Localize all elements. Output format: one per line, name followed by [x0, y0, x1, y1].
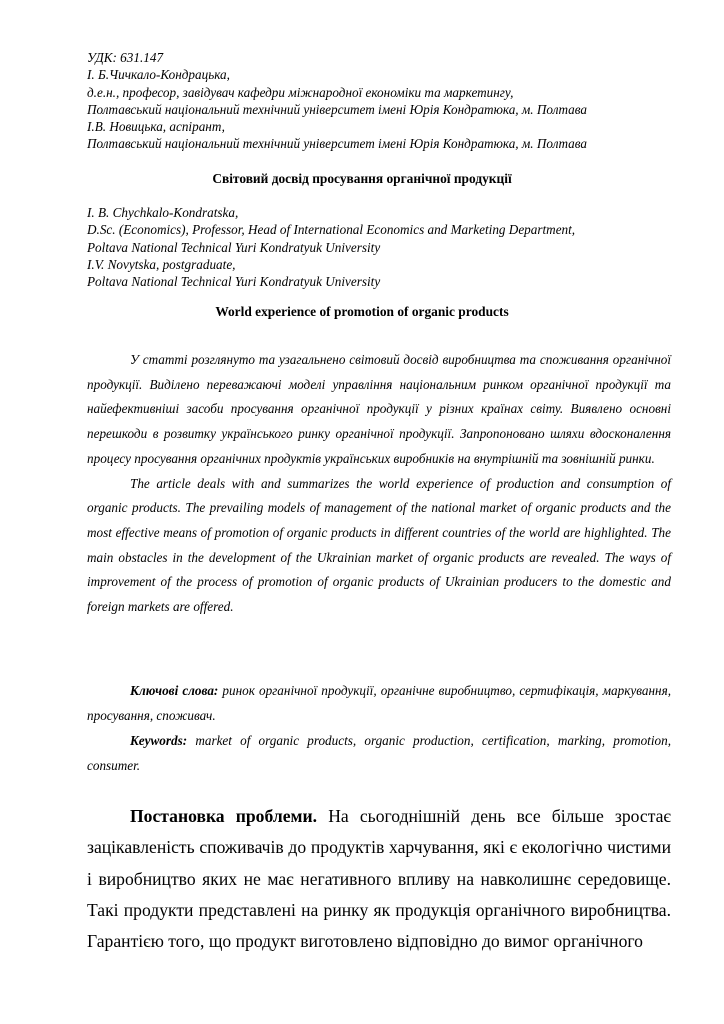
keywords-en	[87, 728, 671, 778]
keywords-en-label: Keywords:	[130, 733, 188, 748]
udc-code: УДК: 631.147	[87, 50, 164, 65]
abstract-ua: У статті розглянуто та узагальнено світовий досвід виробництва та споживання органічної продукції. Виділено переважаючі моделі управління національним ринком органічної продукції та найефективніші засоби просування органічної продукції у різних країнах світу. Виявлено основні перешкоди в розвитку українського ринку органічної продукції. Запропоновано шляхи вдосконалення процесу просування органічних продуктів українських виробників на внутрішній та зовнішній ринки.	[87, 352, 671, 466]
ua-author1-affiliation: Полтавський національний технічний університет імені Юрія Кондратюка, м. Полтава	[87, 101, 587, 117]
ua-author-block	[87, 49, 687, 153]
ua-author2-affiliation: Полтавський національний технічний університет імені Юрія Кондратюка, м. Полтава	[87, 136, 587, 152]
keywords-block	[87, 678, 671, 778]
en-author1-name: I. B. Chychkalo-Kondratska,	[87, 205, 239, 220]
en-title: World experience of promotion of organic products	[215, 304, 509, 319]
keywords-ua-text: ринок органічної продукції, органічне виробництво, сертифікація, маркування, просування, споживач.	[87, 683, 671, 723]
abstract-block	[87, 348, 671, 620]
problem-statement-heading: Постановка проблеми.	[130, 806, 318, 826]
en-author1-position: D.Sc. (Economics), Professor, Head of International Economics and Marketing Department,	[87, 222, 576, 238]
keywords-ua	[87, 678, 671, 728]
en-author2-affiliation: Poltava National Technical Yuri Kondratyuk University	[87, 274, 381, 290]
problem-statement-paragraph	[87, 801, 671, 957]
en-author1-affiliation: Poltava National Technical Yuri Kondratyuk University	[87, 239, 381, 255]
ua-title: Світовий досвід просування органічної продукції	[212, 171, 512, 186]
abstract-en: The article deals with and summarizes the world experience of production and consumption of organic products. The prevailing models of management of the national market of organic products and the most effective means of promotion of organic products in different countries of the world are highlighted. The main obstacles in the development of the Ukrainian market of organic products are revealed. The ways of improvement of the process of promotion of organic products of Ukrainian producers to the domestic and foreign markets are offered.	[87, 475, 671, 615]
ua-author2-name: І.В. Новицька, аспірант,	[87, 119, 225, 135]
ua-author1-name: І. Б.Чичкало-Кондрацька,	[87, 67, 230, 83]
en-author-block	[87, 204, 687, 290]
keywords-ua-label: Ключові слова:	[130, 683, 219, 698]
keywords-en-text: market of organic products, organic production, certification, marking, promotion, consumer.	[87, 733, 671, 773]
body-text	[87, 801, 671, 957]
ua-author1-position: д.е.н., професор, завідувач кафедри міжнародної економіки та маркетингу,	[87, 84, 514, 100]
problem-statement-text: На сьогоднішній день все більше зростає зацікавленість споживачів до продуктів харчування, які є екологічно чистими і виробництво яких не має негативного впливу на навколишнє середовище. Такі продукти представлені на ринку як продукція органічного виробництва. Гарантією того, що продукт виготовлено відповідно до вимог органічного	[87, 806, 671, 952]
en-author2-name: I.V. Novytska, postgraduate,	[87, 256, 236, 272]
